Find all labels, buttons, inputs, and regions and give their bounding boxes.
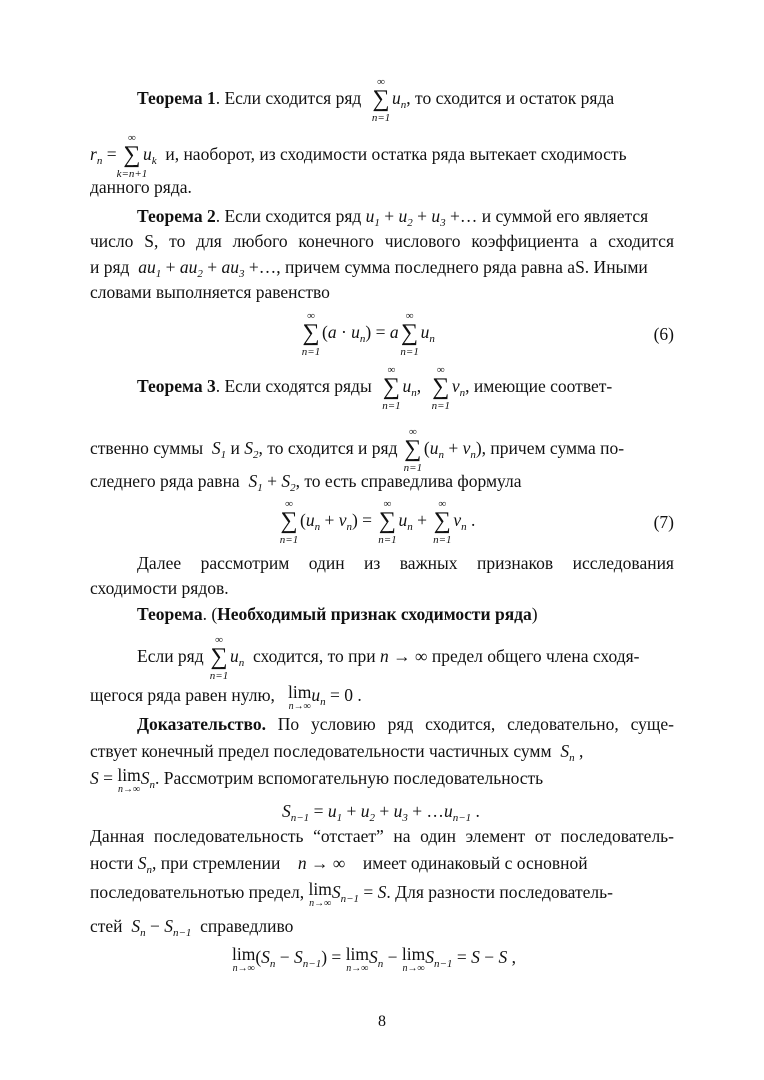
equation-partial-sums: $S_{n-1} = u_1 + u_2 + u_3$ + $\dots u_{n-1}$ .: [282, 801, 480, 824]
theorem-necessary-heading: Теорема. (Необходимый признак сходимости ряда): [137, 604, 538, 624]
theorem2-line4: словами выполняется равенство: [90, 282, 330, 302]
theorem1-line2: $r_n$ = ∞ ∑ k=n+1 $u_k$ и, наоборот, из сходимости остатка ряда вытекает сходимость: [90, 132, 627, 180]
equation-6: ∞ ∑ n=1 $(a \cdot u_n) = a$ ∞ ∑ n=1 $u_n$: [301, 310, 435, 358]
theorem2-line2: число S, то для любого конечного числового коэффициента a сходится: [90, 231, 674, 251]
theorem1-title: Теорема 1: [137, 88, 216, 109]
theorem3-line1: Теорема 3. Если сходятся ряды ∞ ∑ n=1 $u_n$, ∞ ∑ n=1 $v_n$, имеющие соответ-: [137, 364, 613, 412]
sum-symbol: ∞ ∑ k=n+1: [116, 132, 148, 180]
proof-line1: Доказательство. По условию ряд сходится, следовательно, суще-: [137, 714, 674, 734]
proof-line2: ствует конечный предел последовательности частичных сумм $S_n$ ,: [90, 741, 584, 764]
proof-line8: стей $S_n - S_{n-1}$ справедливо: [90, 916, 294, 939]
sum-symbol: ∞ ∑ n=1: [371, 76, 391, 124]
theorem2-line3: и ряд $au_1 + au_2 + au_3$ +…, причем сумма последнего ряда равна aS. Иными: [90, 257, 648, 280]
theorem1-line1: Теорема 1. Если сходится ряд ∞ ∑ n=1 $u_n$, то сходится и остаток ряда: [137, 76, 615, 124]
paragraph4-line1: Далее рассмотрим один из важных признаков исследования: [137, 553, 674, 573]
theorem1-line3: данного ряда.: [90, 177, 192, 197]
theorem-necessary-line2: щегося ряда равен нулю, lim n→∞ $u_n = 0$ .: [90, 682, 362, 712]
equation-6-number: (6): [653, 324, 674, 344]
equation-7-number: (7): [653, 512, 674, 532]
proof-line5: Данная последовательность “отстает” на один элемент от последователь-: [90, 826, 674, 846]
proof-title: Доказательство.: [137, 714, 266, 734]
proof-line7: последовательнотью предел, lim n→∞ $S_{n-1} = S$. Для разности последователь-: [90, 879, 613, 909]
theorem3-line2: ственно суммы $S_1$ и $S_2$, то сходится и ряд ∞ ∑ n=1 $(u_n + v_n)$, причем сумма по-: [90, 426, 625, 474]
theorem3-title: Теорема 3: [137, 376, 216, 397]
theorem2-line1: Теорема 2. Если сходится ряд $u_1 + u_2 + u_3$ +… и суммой его является: [137, 206, 649, 229]
proof-line3: S = lim n→∞ $S_n$. Рассмотрим вспомогательную последовательность: [90, 765, 544, 795]
proof-line6: ности $S_n$, при стремлении n → ∞ имеет одинаковый с основной: [90, 853, 588, 876]
theorem3-line3: следнего ряда равна $S_1 + S_2$, то есть справедлива формула: [90, 471, 522, 494]
equation-limit-difference: lim n→∞ $(S_n - S_{n-1})$ = lim n→∞ $S_n$ − lim n→∞ $S_{n-1} = S - S$ ,: [232, 944, 516, 974]
paragraph4-line2: сходимости рядов.: [90, 578, 229, 598]
equation-7: ∞ ∑ n=1 $(u_n + v_n)$ = ∞ ∑ n=1 $u_n$ + ∞ ∑ n=1 $v_n$ .: [279, 498, 476, 546]
theorem-necessary-line1: Если ряд ∞ ∑ n=1 $u_n$ сходится, то при n → ∞ предел общего члена сходя-: [137, 634, 640, 682]
theorem2-title: Теорема 2: [137, 206, 216, 226]
page-number: 8: [378, 1013, 386, 1030]
